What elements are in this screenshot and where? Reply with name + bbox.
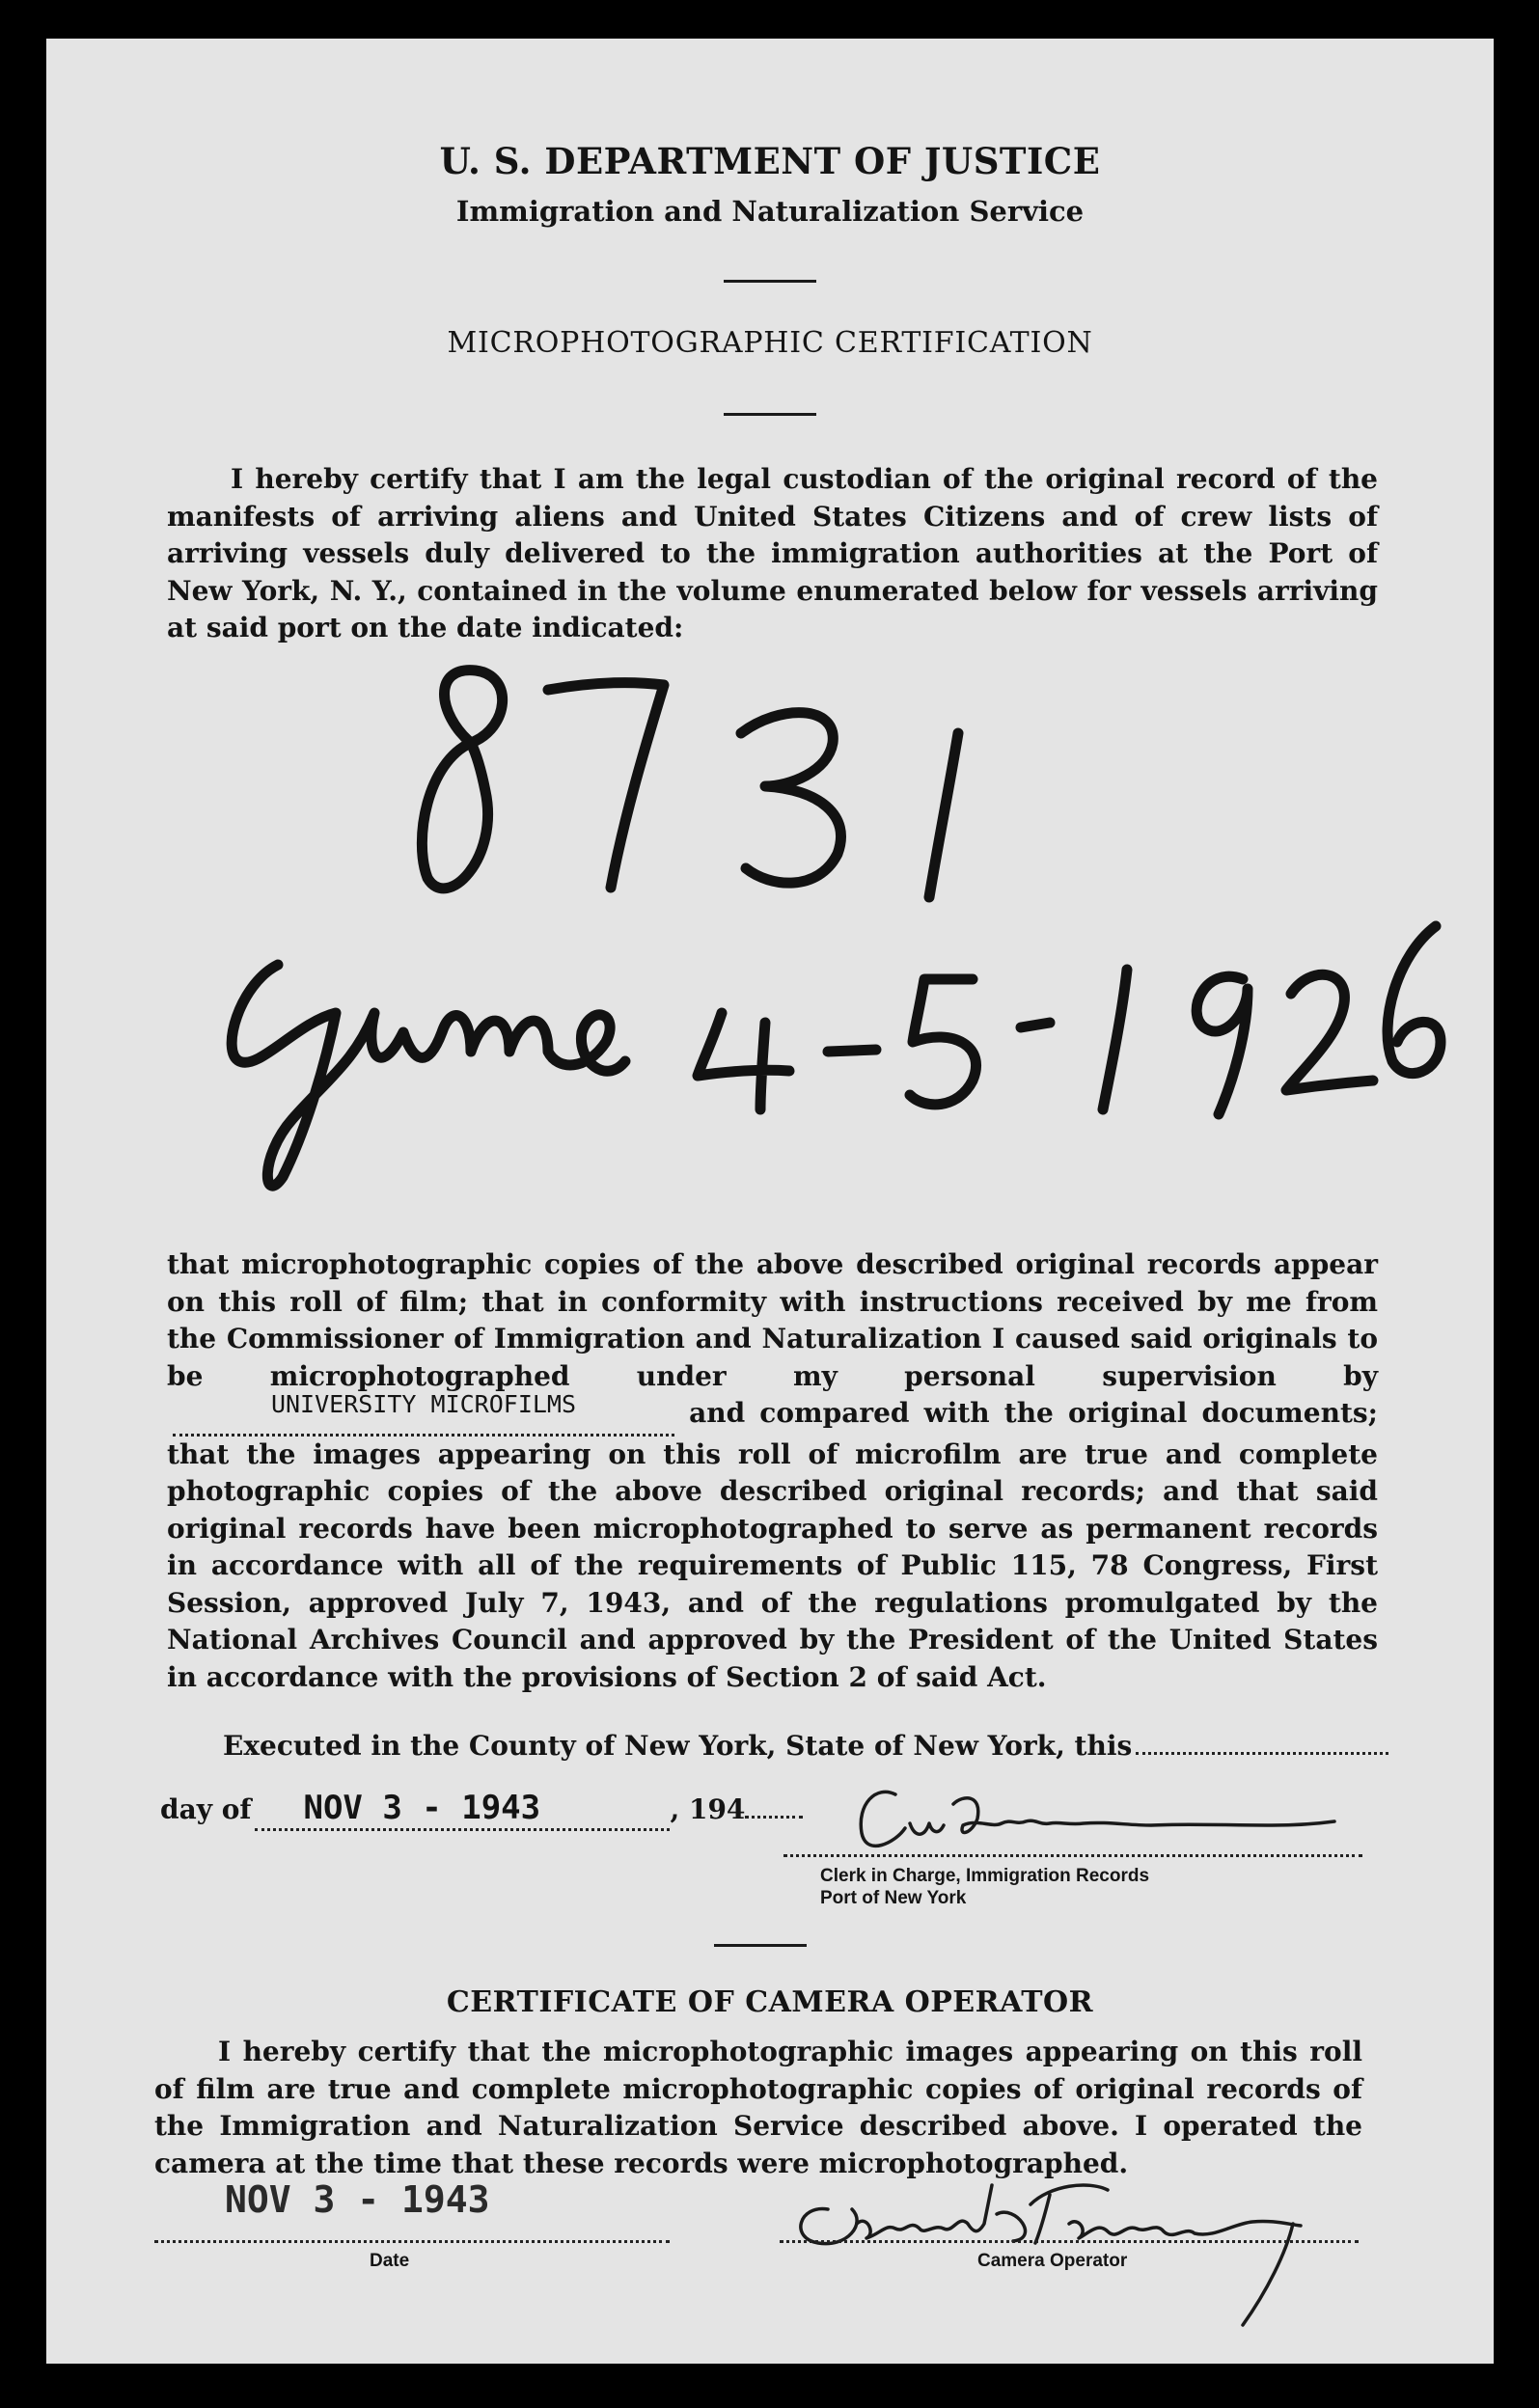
executed-line xyxy=(223,1727,1388,1765)
date-label: Date xyxy=(370,2251,410,2271)
clerk-signature-line xyxy=(783,1854,1362,1857)
handwritten-date xyxy=(232,926,1441,1186)
handwritten-volume-and-date xyxy=(46,39,1494,1216)
camera-date-stamp: NOV 3 - 1943 xyxy=(225,2178,490,2221)
photographer-field xyxy=(173,1390,674,1437)
year-blank xyxy=(745,1791,803,1819)
date-line xyxy=(154,2240,670,2243)
service-subheading: Immigration and Naturalization Service xyxy=(455,195,1085,228)
divider-bottom xyxy=(714,1944,807,1947)
clerk-title-line1: Clerk in Charge, Immigration Records xyxy=(820,1866,1150,1886)
day-stamp: NOV 3 - 1943 xyxy=(303,1789,541,1827)
camera-heading: CERTIFICATE OF CAMERA OPERATOR xyxy=(446,1985,1094,2019)
handwritten-volume-number xyxy=(422,670,958,897)
department-heading: U. S. DEPARTMENT OF JUSTICE xyxy=(439,140,1101,182)
certification-title: MICROPHOTOGRAPHIC CERTIFICATION xyxy=(447,326,1093,360)
microfilm-paragraph-body: and compared with the original documents; that the images appearing on this roll of microfilm are true and complete photographic copies of the above described original records; and that said original records have been microphotographed to serve as permanent records in accordance with all of the requirements of Public 115, 78 Congress, First Session, approved July 7, 1943, and of the regulations promulgated by the National Archives Council and approved by the President of the United States in accordance with the provisions of Section 2 of said Act. xyxy=(167,1397,1378,1693)
executed-blank xyxy=(1136,1727,1388,1755)
operator-label: Camera Operator xyxy=(977,2251,1128,2271)
year-prefix: , 194 xyxy=(670,1793,746,1825)
custodian-paragraph: I hereby certify that I am the legal custodian of the original record of the manifests of arriving aliens and United States Citizens and of crew lists of arriving vessels duly delivered to the immigration authorities at the Port of New York, N. Y., contained in the volume enumerated below for vessels arriving at said port on the date indicated: xyxy=(167,463,1378,643)
operator-signature-line xyxy=(780,2240,1359,2243)
day-of-line xyxy=(160,1790,803,1831)
photographer-stamp: UNIVERSITY MICROFILMS xyxy=(270,1390,577,1418)
day-of-field xyxy=(255,1790,670,1831)
clerk-title-line2: Port of New York xyxy=(820,1888,967,1908)
camera-paragraph: I hereby certify that the microphotographic images appearing on this roll of film are true and complete microphotographic copies of original records of the Immigration and Naturalization Service described above. I operated the camera at the time that these records were microphotographed. xyxy=(154,2036,1362,2179)
executed-text: Executed in the County of New York, State of New York, this xyxy=(223,1730,1133,1762)
microfilm-paragraph xyxy=(167,1246,1378,1696)
day-of-label: day of xyxy=(160,1793,252,1825)
certificate-page xyxy=(46,39,1494,2364)
microfilm-paragraph-lead: that microphotographic copies of the above described original records appear on this roll of film; that in conformity with instructions received by me from the Commissioner of Immigration and Naturalization I caused said originals to be microphotographed under my personal supervision by xyxy=(167,1248,1378,1392)
clerk-title xyxy=(820,1865,1149,1909)
